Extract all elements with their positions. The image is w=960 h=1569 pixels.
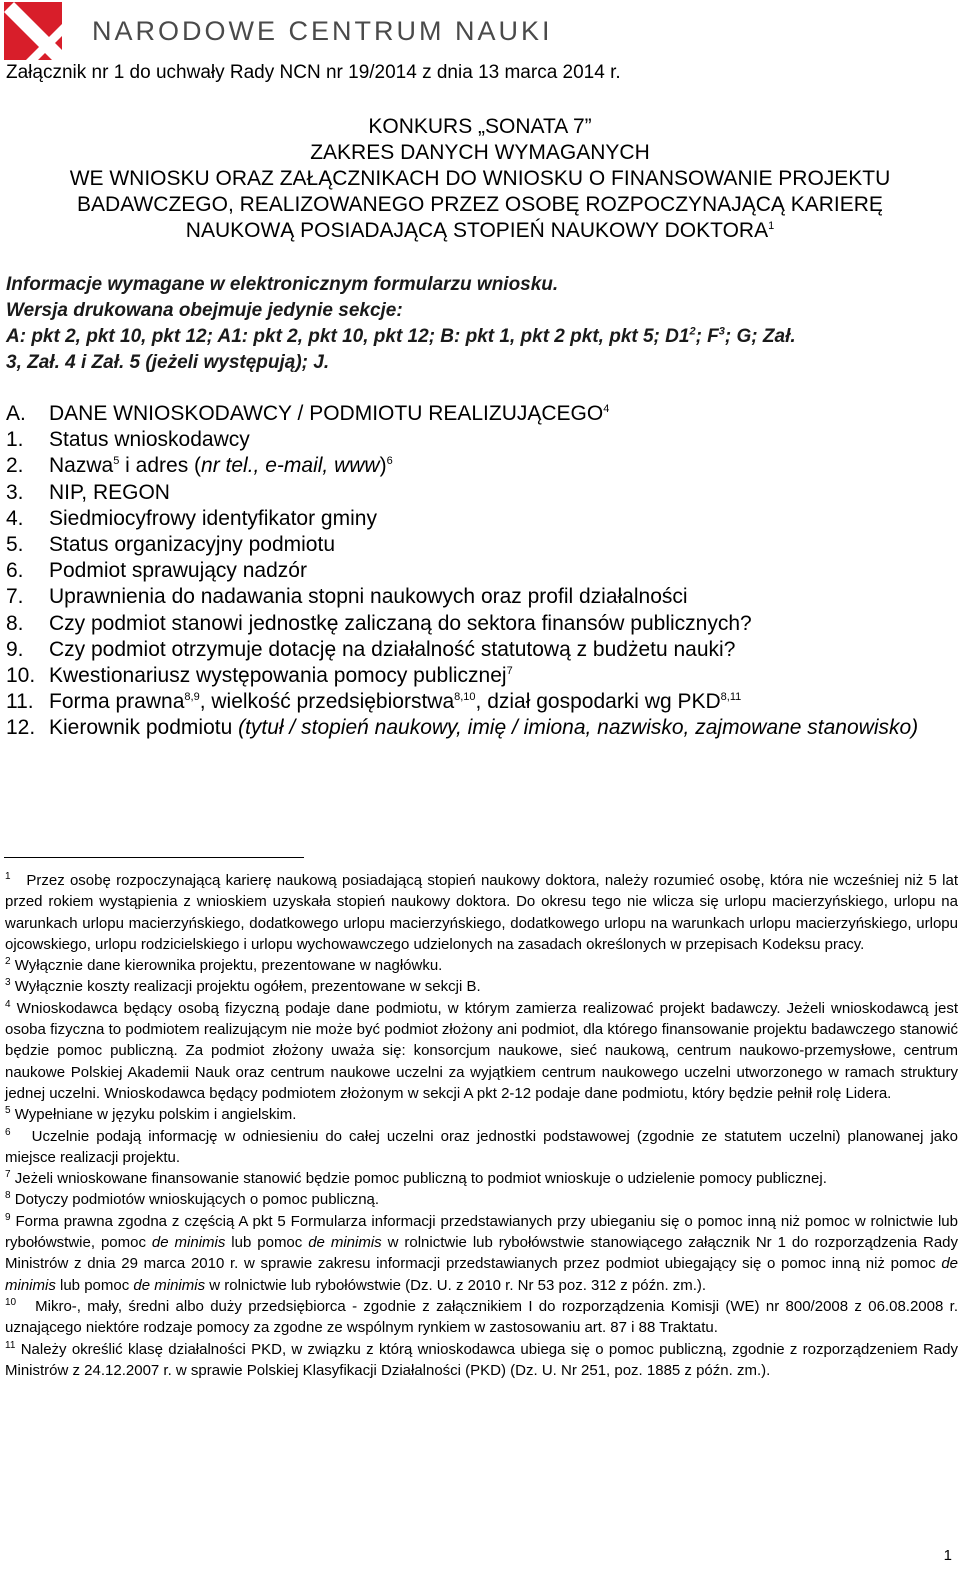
footnote-text: lub pomoc: [225, 1234, 309, 1252]
item-number: 3.: [6, 480, 24, 504]
footnote-ref: 8,10: [454, 691, 476, 704]
footnote-text-italic: de minimis: [133, 1276, 206, 1294]
logo-text: NARODOWE CENTRUM NAUKI: [92, 16, 553, 46]
footnote-text: Uczelnie podają informację w odniesieniu do całej uczelni oraz jednostki podstawowej (zgodnie ze statutem uczelni) planowanej jako miejsce realizacji projektu.: [5, 1127, 958, 1166]
item-number: 8.: [6, 611, 24, 635]
footnote-ref: 8,9: [184, 691, 200, 704]
footnote: [5, 998, 958, 1104]
item-text: Siedmiocyfrowy identyfikator gminy: [49, 506, 377, 530]
footnote-text: Jeżeli wnioskowane finansowanie stanowić będzie pomoc publiczną to podmiot wnioskuje o udzielenie pomocy publicznej.: [14, 1170, 827, 1188]
list-item: [6, 480, 958, 506]
list-item: [6, 558, 958, 584]
list-item: [6, 715, 958, 741]
section-heading-text: DANE WNIOSKODAWCY / PODMIOTU REALIZUJĄCEGO: [49, 402, 604, 425]
info-text: ; F: [695, 326, 719, 347]
footnote-ref: 4: [603, 403, 610, 415]
footnote: [5, 976, 958, 997]
footnote-text: lub pomoc: [55, 1276, 134, 1294]
footnote-text: Mikro-, mały, średni albo duży przedsiębiorca - zgodnie z załącznikiem I do rozporządzenia Komisji (WE) nr 800/2008 z 06.08.2008 r. uznającego niektóre rodzaje pomocy za zgodne ze wspólnym rynkiem w zastosowaniu art. 87 i 88 Traktatu.: [5, 1297, 958, 1337]
footnote: [5, 1339, 958, 1382]
document-title: [0, 114, 960, 244]
info-text: A: pkt 2, pkt 10, pkt 12; A1: pkt 2, pkt 10, pkt 12; B: pkt 1, pkt 2 pkt, pkt 5; D1: [6, 326, 690, 347]
item-number: 2.: [6, 454, 24, 478]
footnote-text: Należy określić klasę działalności PKD, w związku z którą wnioskodawca ubiega się o pomoc publiczną, zgodnie z rozporządzeniem Rady Ministrów z 24.12.2007 r. w sprawie Polskiej Klasyfikacji Działalności (PKD) (Dz. U. Nr 251, poz. 1885 z późn. zm.).: [5, 1340, 958, 1379]
footnote: [5, 1211, 958, 1296]
footnote-number: 5: [5, 1105, 11, 1117]
footnote-number: 7: [5, 1169, 11, 1181]
footnote-ref: 2: [689, 325, 696, 338]
attachment-line: Załącznik nr 1 do uchwały Rady NCN nr 19/2014 z dnia 13 marca 2014 r.: [6, 62, 621, 83]
footnote-ref: 1: [768, 220, 775, 232]
footnote-text-italic: de minimis: [5, 1255, 958, 1294]
footnote-number: 4: [5, 998, 11, 1010]
item-text: Czy podmiot otrzymuje dotację na działalność statutową z budżetu nauki?: [49, 637, 736, 661]
footnote: [5, 1168, 958, 1189]
footnote: [5, 1126, 958, 1169]
title-line: [0, 218, 960, 244]
list-item: [6, 427, 958, 453]
footnotes: [5, 870, 958, 1381]
item-number: 1.: [6, 428, 24, 452]
list-item: [6, 506, 958, 532]
list-item: [6, 663, 958, 689]
item-text: Uprawnienia do nadawania stopni naukowych oraz profil działalności: [49, 585, 688, 609]
footnote: [5, 1189, 958, 1210]
info-line: [6, 324, 956, 350]
section-a: [6, 401, 958, 742]
list-item: [6, 453, 958, 479]
info-block: [6, 272, 956, 376]
item-text: Status wnioskodawcy: [49, 428, 250, 452]
info-line: 3, Zał. 4 i Zał. 5 (jeżeli występują); J.: [6, 352, 330, 373]
footnote-text: Wyłącznie dane kierownika projektu, prezentowane w nagłówku.: [14, 957, 443, 975]
footnote-text: Wnioskodawca będący osobą fizyczną podaje dane podmiotu, w którym zamierza realizować projekt badawczy. Jeżeli wnioskodawcą jest osoba fizyczna to podmiotem realizującym nie może być podmiot złożony ani podmiot, dla którego finansowanie projektu badawczego stanowić będzie pomoc publiczną. Za podmiot złożony uważa się: konsorcjum naukowe, sieć naukową, centrum naukowo-przemysłowe, centrum naukowe Polskiej Akademii Nauk oraz centrum naukowe uczelni za wyjątkiem centrum naukowego uczelni utworzonego w ramach struktury jednej uczelni. Wnioskodawca będący podmiotem złożonym w sekcji A pkt 2-12 podaje dane podmiotu, który będzie pełnił rolę Lidera.: [5, 999, 959, 1102]
title-line: ZAKRES DANYCH WYMAGANYCH: [310, 141, 650, 164]
footnote-text: w rolnictwie lub rybołówstwie (Dz. U. z 2010 r. Nr 53 poz. 312 z późn. zm.).: [205, 1276, 707, 1294]
item-text: i adres (: [119, 454, 202, 478]
item-text: , dział gospodarki wg PKD: [475, 690, 721, 714]
footnote: [5, 1104, 958, 1125]
footnote-number: 9: [5, 1211, 11, 1223]
item-number: 6.: [6, 559, 24, 583]
item-text: Nazwa: [49, 454, 114, 478]
footnote-ref: 8,11: [720, 691, 742, 704]
info-text: ; G; Zał.: [724, 326, 796, 347]
footnote-ref: 6: [386, 455, 393, 468]
ncn-logo: [4, 2, 904, 60]
title-line-text: NAUKOWĄ POSIADAJĄCĄ STOPIEŃ NAUKOWY DOKTORA: [185, 219, 769, 242]
title-line: KONKURS „SONATA 7”: [368, 115, 592, 138]
footnote-number: 1: [5, 871, 11, 882]
item-text: NIP, REGON: [49, 480, 170, 504]
footnote-number: 8: [5, 1190, 11, 1202]
footnote-text: w rolnictwie lub rybołówstwie stanowiącego załącznik Nr 1 do rozporządzenia Rady Ministrów z dnia 29 marca 2010 r. w sprawie zakresu informacji przedstawianych przez podmiot ubiegający się o pomoc inną niż pomoc: [5, 1234, 959, 1273]
footnote-ref: 3: [718, 325, 725, 338]
item-number: 7.: [6, 585, 24, 609]
list-item: [6, 532, 958, 558]
footnote-text-italic: de minimis: [308, 1234, 382, 1252]
item-text-italic: (tytuł / stopień naukowy, imię / imiona, nazwisko, zajmowane stanowisko): [238, 716, 919, 740]
page-number: 1: [943, 1547, 952, 1564]
item-text-italic: nr tel., e-mail, www: [201, 454, 380, 478]
title-line: BADAWCZEGO, REALIZOWANEGO PRZEZ OSOBĘ ROZPOCZYNAJĄCĄ KARIERĘ: [77, 193, 883, 216]
item-number: 9.: [6, 637, 24, 661]
footnote-text-italic: de minimis: [151, 1234, 226, 1252]
info-line: Wersja drukowana obejmuje jedynie sekcje:: [6, 300, 403, 321]
item-number: 10.: [6, 664, 36, 688]
item-text: ): [379, 454, 387, 478]
item-number: 11.: [6, 690, 34, 714]
section-letter: A.: [6, 402, 26, 425]
item-text: Kwestionariusz występowania pomocy publicznej: [49, 664, 507, 688]
footnote-text: Dotyczy podmiotów wnioskujących o pomoc publiczną.: [14, 1191, 380, 1209]
footnote-number: 11: [5, 1339, 16, 1351]
footnote-number: 3: [5, 977, 11, 989]
list-item: [6, 689, 958, 715]
item-text: Status organizacyjny podmiotu: [49, 533, 335, 557]
list-item: [6, 584, 958, 610]
section-heading: [6, 401, 958, 427]
item-text: Podmiot sprawujący nadzór: [49, 559, 307, 583]
list-item: [6, 637, 958, 663]
footnote-number: 10: [5, 1296, 17, 1308]
item-number: 5.: [6, 533, 24, 557]
footnote-text: Wypełniane w języku polskim i angielskim.: [14, 1106, 297, 1124]
item-number: 12.: [6, 716, 36, 740]
footnote-text: Forma prawna zgodna z częścią A pkt 5 Formularza informacji przedstawianych przy ubieganiu się o pomoc inną niż pomoc w rolnictwie lub rybołówstwie, pomoc: [5, 1212, 958, 1252]
footnote-ref: 7: [506, 665, 513, 678]
footnote: [5, 955, 958, 976]
footnote: [5, 1296, 958, 1339]
footnote-ref: 5: [113, 455, 120, 468]
info-line: Informacje wymagane w elektronicznym formularzu wniosku.: [6, 274, 559, 295]
footnote-number: 2: [5, 956, 11, 968]
list-item: [6, 611, 958, 637]
footnote-text: Przez osobę rozpoczynającą karierę naukową posiadającą stopień naukowy doktora, należy rozumieć osobę, która nie wcześniej niż 5 lat przed rokiem wystąpienia z wnioskiem uzyskała stopień naukowy doktora. Do okresu tego nie wlicza się urlopu macierzyńskiego, urlopu na warunkach urlopu macierzyńskiego, dodatkowego urlopu macierzyńskiego, dodatkowego urlopu na warunkach urlopu macierzyńskiego, urlopu ojcowskiego, urlopu rodzicielskiego i urlopu wychowawczego udzielonych na zasadach określonych w przepisach Kodeksu pracy.: [5, 872, 958, 953]
item-number: 4.: [6, 506, 24, 530]
ncn-logo-icon: [4, 2, 62, 60]
title-line: WE WNIOSKU ORAZ ZAŁĄCZNIKACH DO WNIOSKU O FINANSOWANIE PROJEKTU: [69, 167, 891, 190]
item-text: Czy podmiot stanowi jednostkę zaliczaną do sektora finansów publicznych?: [49, 611, 752, 635]
item-text: Forma prawna: [49, 690, 185, 714]
footnote-separator: [4, 857, 304, 858]
footnote-number: 6: [5, 1126, 11, 1138]
item-text: , wielkość przedsiębiorstwa: [199, 690, 455, 714]
item-text: Kierownik podmiotu: [49, 716, 239, 740]
footnote-text: Wyłącznie koszty realizacji projektu ogółem, prezentowane w sekcji B.: [14, 978, 481, 996]
footnote: [5, 870, 958, 955]
